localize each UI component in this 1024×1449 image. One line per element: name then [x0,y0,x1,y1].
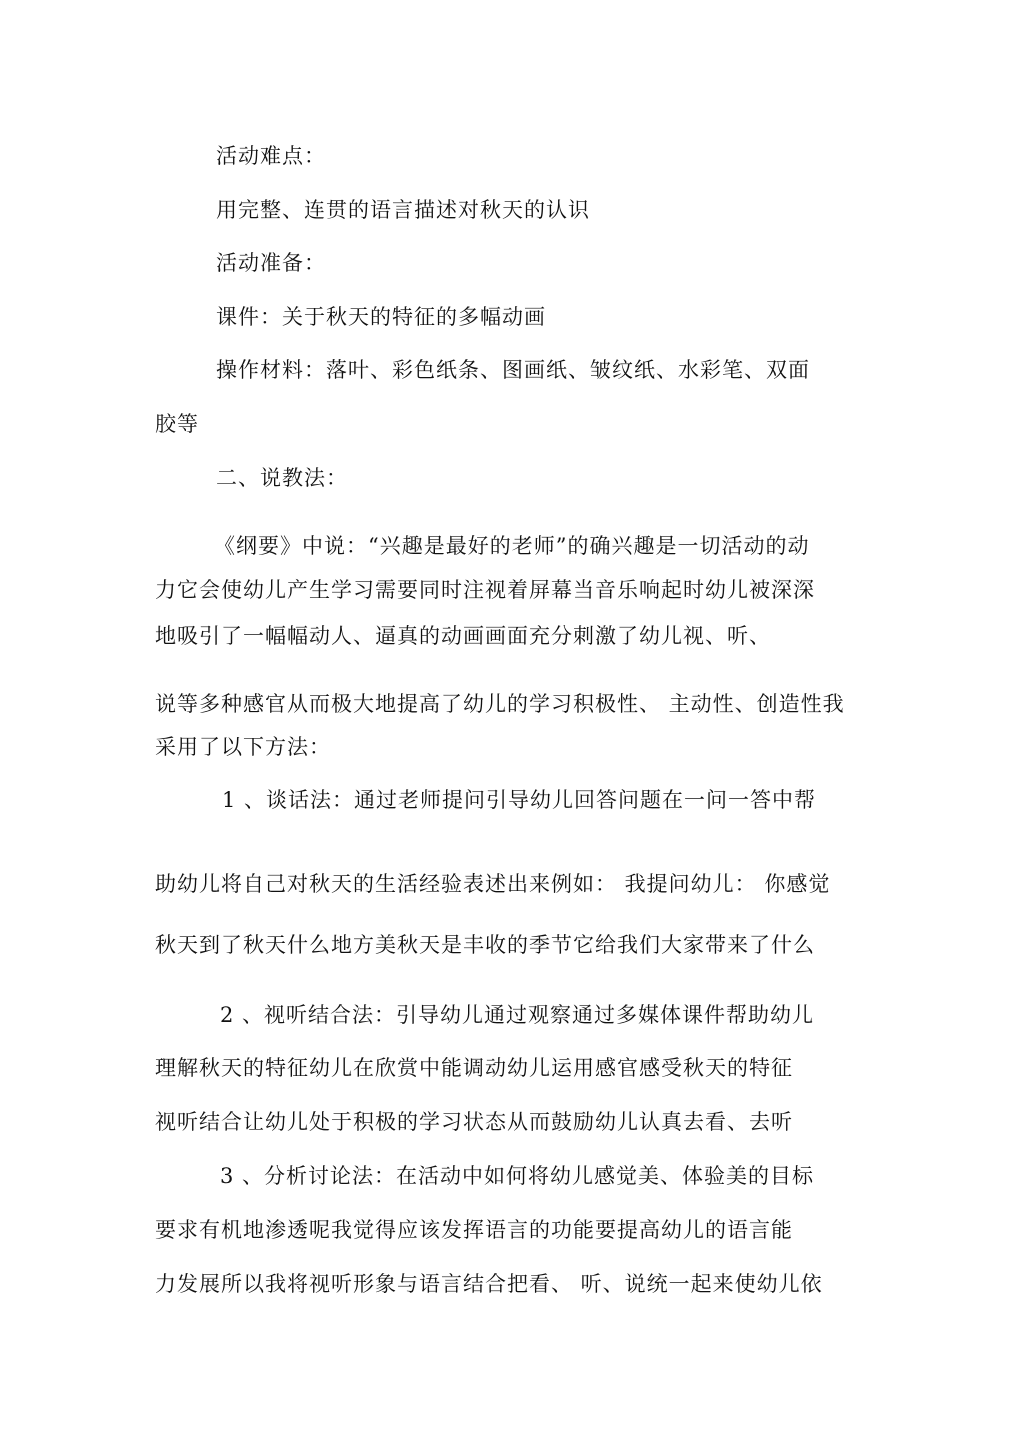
text-line: 说等多种感官从而极大地提高了幼儿的学习积极性、 主动性、创造性我 [155,692,845,716]
text-line: 用完整、连贯的语言描述对秋天的认识 [216,198,590,222]
text-line: 地吸引了一幅幅动人、逼真的动画画面充分刺激了幼儿视、听、 [155,624,771,648]
text-line: 胶等 [155,412,199,436]
text-line: 秋天到了秋天什么地方美秋天是丰收的季节它给我们大家带来了什么 [155,933,815,957]
method-item-1: 1 、谈话法：通过老师提问引导幼儿回答问题在一问一答中帮 [222,788,817,812]
text-line: 操作材料：落叶、彩色纸条、图画纸、皱纹纸、水彩笔、双面 [216,358,810,382]
text-line: 《纲要》中说：“兴趣是最好的老师”的确兴趣是一切活动的动 [214,534,810,558]
text-line: 助幼儿将自己对秋天的生活经验表述出来例如： 我提问幼儿： 你感觉 [155,872,831,896]
text-line: 力发展所以我将视听形象与语言结合把看、 听、说统一起来使幼儿依 [155,1272,823,1296]
method-item-3: 3 、分析讨论法：在活动中如何将幼儿感觉美、体验美的目标 [220,1164,815,1188]
text-line: 视听结合让幼儿处于积极的学习状态从而鼓励幼儿认真去看、去听 [155,1110,793,1134]
text-line: 课件：关于秋天的特征的多幅动画 [216,305,546,329]
method-item-2: 2 、视听结合法：引导幼儿通过观察通过多媒体课件帮助幼儿 [220,1003,815,1027]
heading-activity-difficulty: 活动难点： [216,144,326,168]
text-line: 理解秋天的特征幼儿在欣赏中能调动幼儿运用感官感受秋天的特征 [155,1056,793,1080]
heading-activity-preparation: 活动准备： [216,251,326,275]
heading-teaching-method: 二、说教法： [216,466,348,490]
text-line: 要求有机地渗透呢我觉得应该发挥语言的功能要提高幼儿的语言能 [155,1218,793,1242]
text-line: 采用了以下方法： [155,735,331,759]
text-line: 力它会使幼儿产生学习需要同时注视着屏幕当音乐响起时幼儿被深深 [155,578,815,602]
